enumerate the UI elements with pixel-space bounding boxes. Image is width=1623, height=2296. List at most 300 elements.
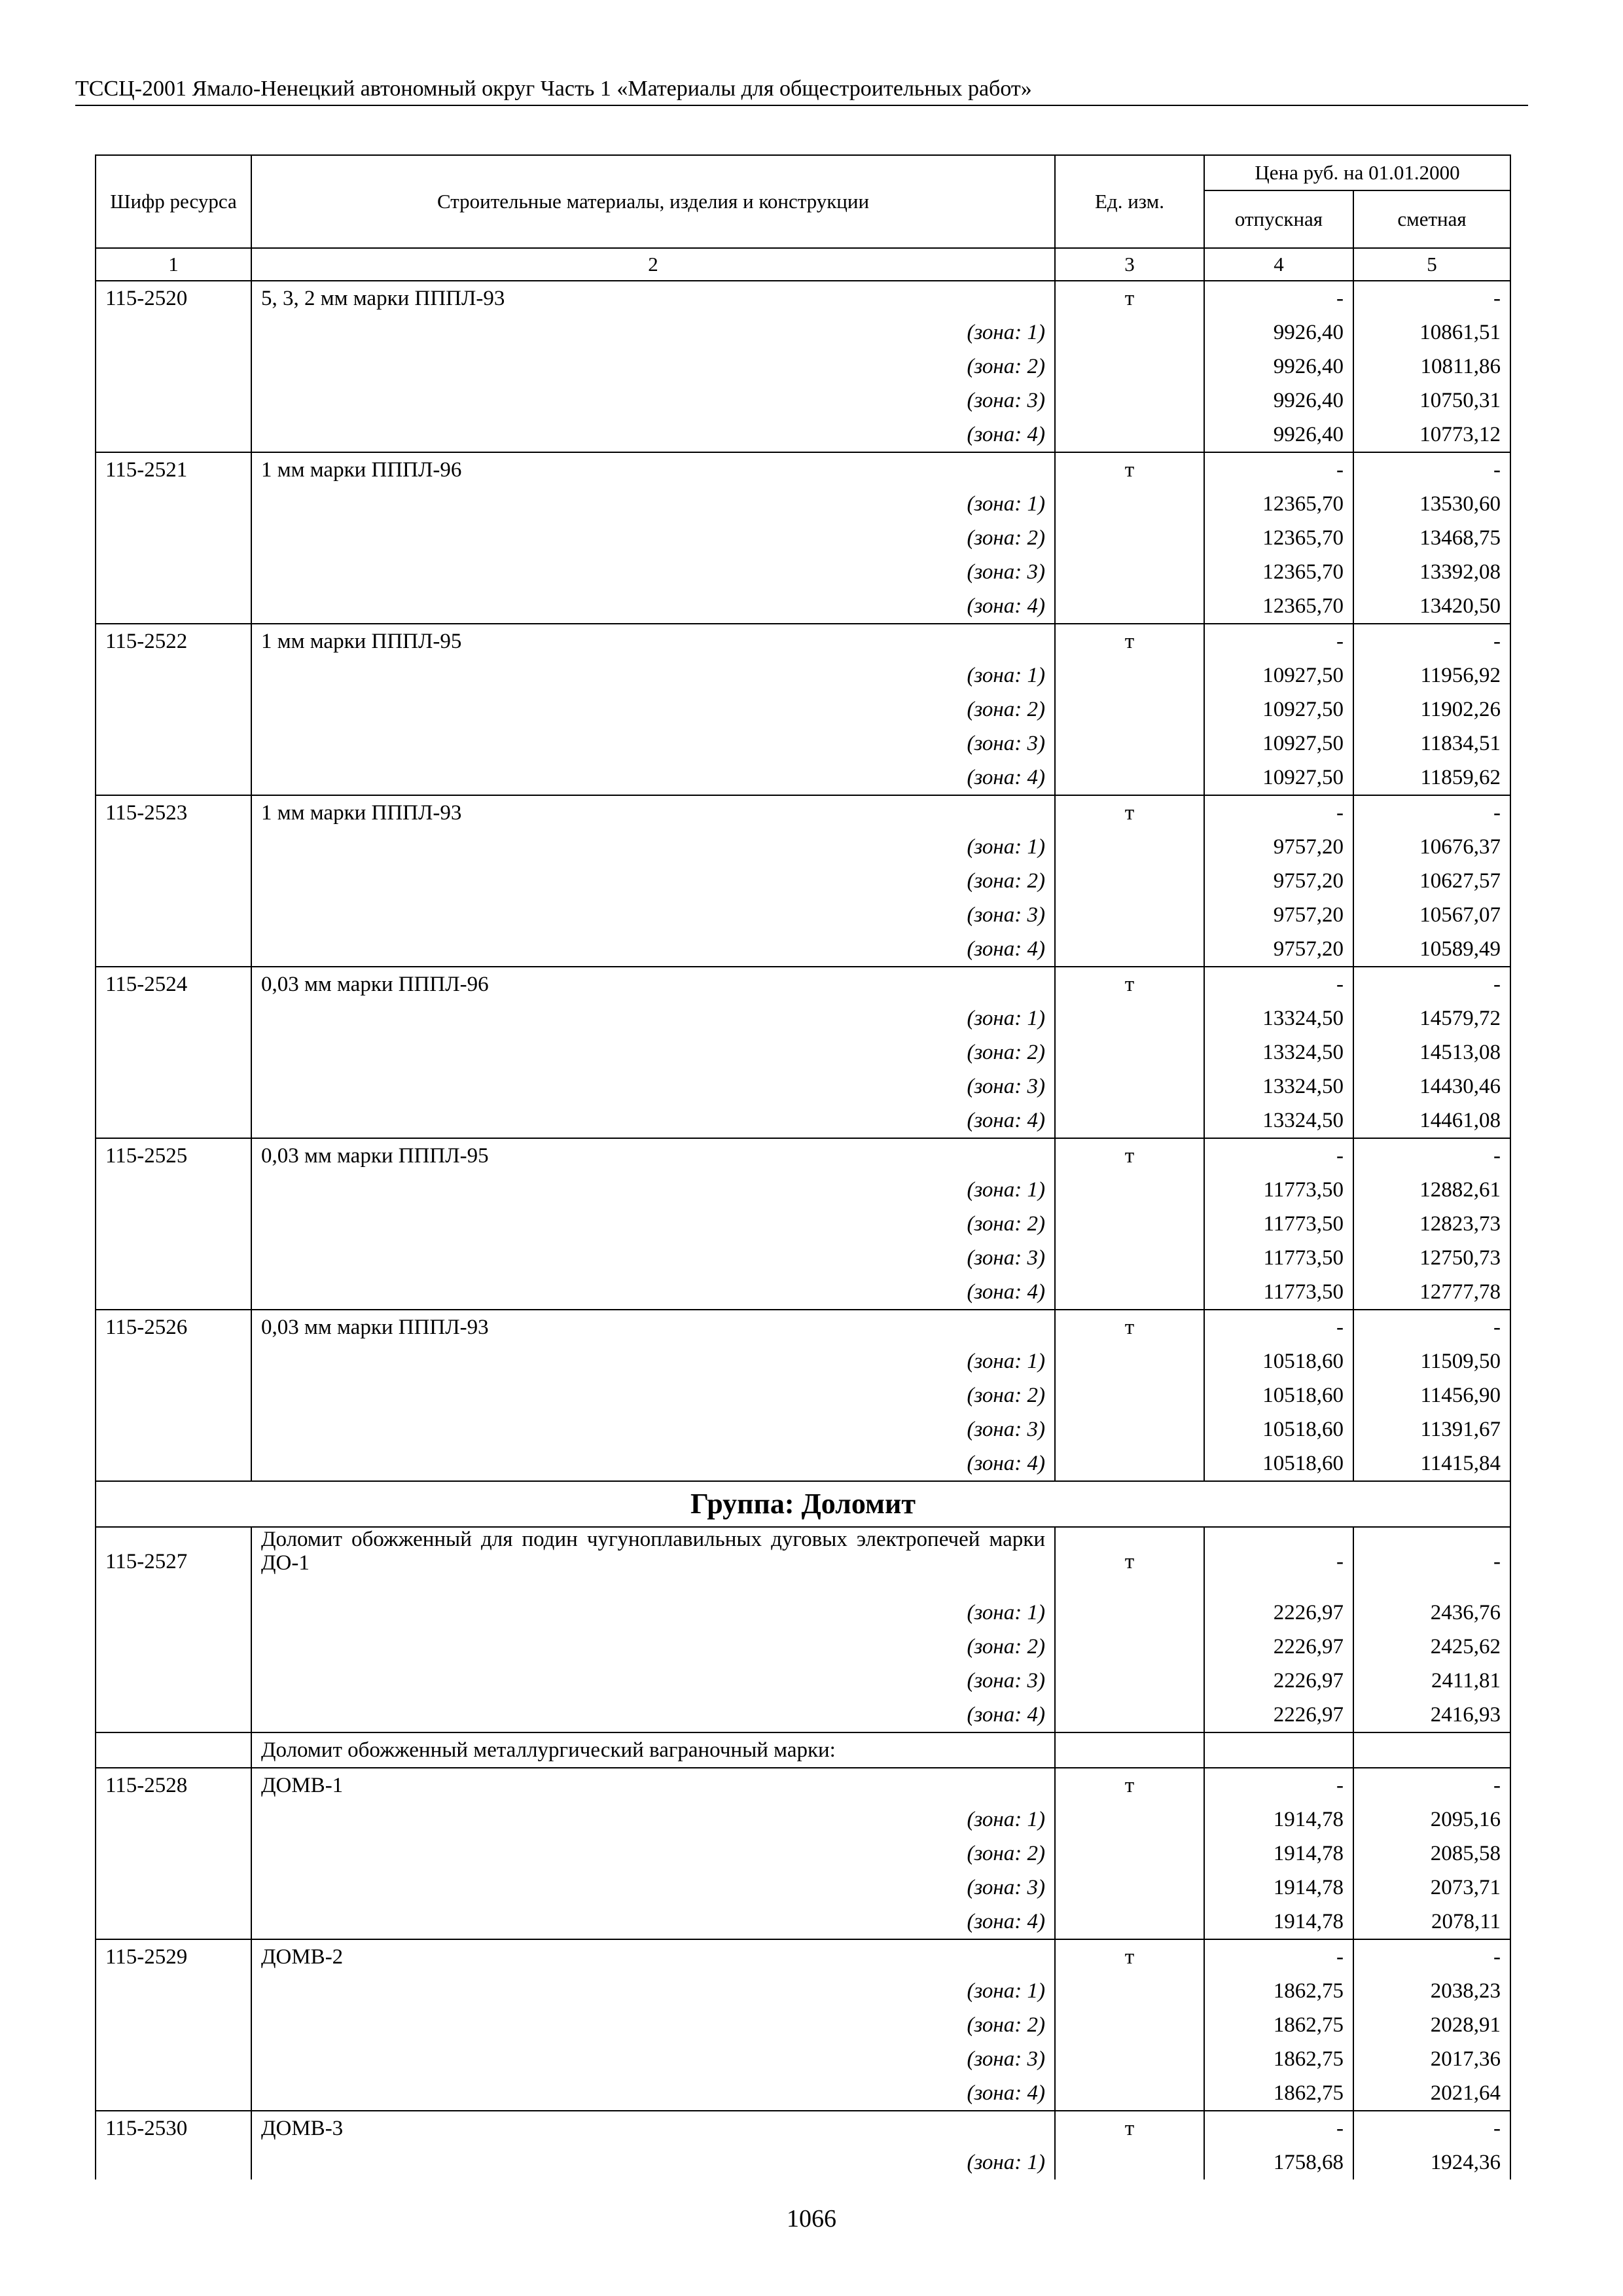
estimate-price: 11509,50: [1353, 1344, 1510, 1378]
zone-label: (зона: 1): [251, 1173, 1055, 1207]
release-price: 9926,40: [1204, 418, 1353, 452]
estimate-price: 11391,67: [1353, 1412, 1510, 1446]
estimate-price: 11956,92: [1353, 658, 1510, 692]
release-price: 12365,70: [1204, 487, 1353, 521]
unit-cell: [1055, 2042, 1204, 2076]
zone-price-row: [96, 418, 1510, 452]
resource-unit: т: [1055, 452, 1204, 487]
resource-name: ДОМВ-2: [251, 1939, 1055, 1974]
zone-price-row: [96, 692, 1510, 726]
zone-label: (зона: 2): [251, 1630, 1055, 1664]
zone-label: (зона: 2): [251, 692, 1055, 726]
zone-label: (зона: 2): [251, 1837, 1055, 1871]
column-header-code: Шифр ресурса: [96, 155, 251, 248]
estimate-price: -: [1353, 1138, 1510, 1173]
resource-name: 1 мм марки ПППЛ-93: [251, 795, 1055, 830]
column-number: 2: [251, 248, 1055, 281]
release-price: -: [1204, 1768, 1353, 1803]
resource-code-cell: [96, 1241, 251, 1275]
estimate-price: -: [1353, 2111, 1510, 2145]
estimate-price: 10750,31: [1353, 384, 1510, 418]
release-price: 9926,40: [1204, 384, 1353, 418]
resource-code-cell: [96, 2076, 251, 2111]
resource-code-cell: [96, 2145, 251, 2179]
release-price: -: [1204, 1310, 1353, 1344]
estimate-price: 11834,51: [1353, 726, 1510, 761]
resource-row: [96, 2111, 1510, 2145]
resource-code-cell: [96, 1698, 251, 1732]
zone-price-row: [96, 1803, 1510, 1837]
release-price: 1914,78: [1204, 1837, 1353, 1871]
resource-code: 115-2529: [96, 1939, 251, 1974]
subgroup-note: Доломит обожженный металлургический ваграночный марки:: [251, 1732, 1055, 1768]
zone-label: (зона: 3): [251, 1871, 1055, 1905]
release-price: 10927,50: [1204, 761, 1353, 795]
resource-code-cell: [96, 350, 251, 384]
estimate-price: 10627,57: [1353, 864, 1510, 898]
resource-name: 0,03 мм марки ПППЛ-95: [251, 1138, 1055, 1173]
zone-price-row: [96, 1596, 1510, 1630]
release-price: 10927,50: [1204, 726, 1353, 761]
subgroup-note-row: [96, 1732, 1510, 1768]
resource-code-cell: [96, 2042, 251, 2076]
release-price: 13324,50: [1204, 1103, 1353, 1138]
price-table-header: [96, 155, 1510, 281]
release-price: 1914,78: [1204, 1871, 1353, 1905]
release-price: -: [1204, 281, 1353, 315]
zone-label: (зона: 3): [251, 555, 1055, 589]
resource-unit: т: [1055, 281, 1204, 315]
zone-price-row: [96, 1344, 1510, 1378]
resource-code-cell: [96, 1630, 251, 1664]
release-price: 2226,97: [1204, 1698, 1353, 1732]
resource-name: 5, 3, 2 мм марки ПППЛ-93: [251, 281, 1055, 315]
zone-price-row: [96, 726, 1510, 761]
zone-price-row: [96, 350, 1510, 384]
resource-unit: т: [1055, 1138, 1204, 1173]
zone-price-row: [96, 1069, 1510, 1103]
estimate-price: 10567,07: [1353, 898, 1510, 932]
unit-cell: [1055, 1035, 1204, 1069]
release-price: 1914,78: [1204, 1905, 1353, 1939]
release-price: 10518,60: [1204, 1378, 1353, 1412]
resource-unit: т: [1055, 624, 1204, 658]
zone-label: (зона: 2): [251, 864, 1055, 898]
resource-code-cell: [96, 761, 251, 795]
zone-label: (зона: 3): [251, 384, 1055, 418]
zone-price-row: [96, 1173, 1510, 1207]
page-number: 1066: [787, 2205, 836, 2233]
resource-code-cell: [96, 2008, 251, 2042]
zone-label: (зона: 2): [251, 1378, 1055, 1412]
release-price: -: [1204, 2111, 1353, 2145]
release-price: 10518,60: [1204, 1412, 1353, 1446]
zone-price-row: [96, 658, 1510, 692]
release-price: 2226,97: [1204, 1664, 1353, 1698]
group-heading: Группа: Доломит: [96, 1481, 1510, 1527]
release-price: 9757,20: [1204, 898, 1353, 932]
resource-row: [96, 967, 1510, 1001]
release-price: -: [1204, 1939, 1353, 1974]
release-price: 1862,75: [1204, 1974, 1353, 2008]
estimate-price: 2436,76: [1353, 1596, 1510, 1630]
estimate-price: -: [1353, 452, 1510, 487]
unit-cell: [1055, 418, 1204, 452]
resource-code-cell: [96, 384, 251, 418]
estimate-price: 2411,81: [1353, 1664, 1510, 1698]
resource-code-cell: [96, 1446, 251, 1481]
unit-cell: [1055, 315, 1204, 350]
zone-label: (зона: 3): [251, 726, 1055, 761]
resource-code-cell: [96, 1207, 251, 1241]
resource-row: [96, 795, 1510, 830]
resource-code-cell: [96, 1275, 251, 1310]
resource-row: [96, 1310, 1510, 1344]
unit-cell: [1055, 1664, 1204, 1698]
column-number-row: [96, 248, 1510, 281]
resource-unit: т: [1055, 1310, 1204, 1344]
column-header-release-price: отпускная: [1204, 190, 1353, 248]
price-table-body: [96, 281, 1510, 2179]
unit-cell: [1055, 350, 1204, 384]
zone-label: (зона: 4): [251, 1698, 1055, 1732]
column-header-name: Строительные материалы, изделия и конструкции: [251, 155, 1055, 248]
release-price: 1758,68: [1204, 2145, 1353, 2179]
estimate-price: 2038,23: [1353, 1974, 1510, 2008]
release-price: 11773,50: [1204, 1173, 1353, 1207]
resource-code-cell: [96, 1905, 251, 1939]
unit-cell: [1055, 692, 1204, 726]
zone-price-row: [96, 898, 1510, 932]
zone-price-row: [96, 2042, 1510, 2076]
zone-label: (зона: 2): [251, 521, 1055, 555]
resource-code-cell: [96, 1412, 251, 1446]
resource-code-cell: [96, 658, 251, 692]
resource-row: [96, 1768, 1510, 1803]
unit-cell: [1055, 384, 1204, 418]
resource-unit: т: [1055, 795, 1204, 830]
resource-code-cell: [96, 1732, 251, 1768]
zone-price-row: [96, 1837, 1510, 1871]
resource-row: [96, 1138, 1510, 1173]
estimate-price: 10773,12: [1353, 418, 1510, 452]
zone-price-row: [96, 555, 1510, 589]
header-divider: [75, 105, 1528, 106]
zone-price-row: [96, 315, 1510, 350]
unit-cell: [1055, 1173, 1204, 1207]
unit-cell: [1055, 1698, 1204, 1732]
release-price: -: [1204, 1138, 1353, 1173]
zone-price-row: [96, 1275, 1510, 1310]
column-number: 5: [1353, 248, 1510, 281]
zone-price-row: [96, 2008, 1510, 2042]
unit-cell: [1055, 1069, 1204, 1103]
estimate-price: 12882,61: [1353, 1173, 1510, 1207]
estimate-price: 2017,36: [1353, 2042, 1510, 2076]
zone-price-row: [96, 1412, 1510, 1446]
column-number: 3: [1055, 248, 1204, 281]
zone-label: (зона: 4): [251, 932, 1055, 967]
zone-price-row: [96, 1974, 1510, 2008]
estimate-price: -: [1353, 1527, 1510, 1596]
resource-code: 115-2524: [96, 967, 251, 1001]
resource-code: 115-2522: [96, 624, 251, 658]
zone-label: (зона: 3): [251, 1664, 1055, 1698]
estimate-price: 2078,11: [1353, 1905, 1510, 1939]
zone-price-row: [96, 1001, 1510, 1035]
resource-row: [96, 452, 1510, 487]
estimate-price: 13468,75: [1353, 521, 1510, 555]
zone-label: (зона: 1): [251, 1344, 1055, 1378]
zone-label: (зона: 3): [251, 1241, 1055, 1275]
estimate-price: -: [1353, 795, 1510, 830]
zone-label: (зона: 2): [251, 1035, 1055, 1069]
resource-code-cell: [96, 726, 251, 761]
release-price: 13324,50: [1204, 1035, 1353, 1069]
zone-label: (зона: 4): [251, 1905, 1055, 1939]
release-price: -: [1204, 1527, 1353, 1596]
zone-price-row: [96, 2145, 1510, 2179]
resource-code-cell: [96, 1173, 251, 1207]
estimate-price: -: [1353, 281, 1510, 315]
unit-cell: [1055, 1871, 1204, 1905]
resource-unit: т: [1055, 2111, 1204, 2145]
resource-code: 115-2530: [96, 2111, 251, 2145]
resource-code-cell: [96, 1103, 251, 1138]
unit-cell: [1055, 830, 1204, 864]
resource-unit: т: [1055, 1939, 1204, 1974]
estimate-price: 13530,60: [1353, 487, 1510, 521]
zone-price-row: [96, 761, 1510, 795]
zone-label: (зона: 3): [251, 898, 1055, 932]
release-price: 9757,20: [1204, 932, 1353, 967]
estimate-price: 14430,46: [1353, 1069, 1510, 1103]
group-heading-row: [96, 1481, 1510, 1527]
resource-name: 1 мм марки ПППЛ-95: [251, 624, 1055, 658]
zone-price-row: [96, 1871, 1510, 1905]
estimate-price: 13392,08: [1353, 555, 1510, 589]
estimate-price: 2021,64: [1353, 2076, 1510, 2111]
estimate-price: 2095,16: [1353, 1803, 1510, 1837]
estimate-price: -: [1353, 624, 1510, 658]
estimate-price: -: [1353, 1939, 1510, 1974]
resource-code-cell: [96, 932, 251, 967]
release-price-cell: [1204, 1732, 1353, 1768]
zone-label: (зона: 1): [251, 658, 1055, 692]
unit-cell: [1055, 1378, 1204, 1412]
unit-cell: [1055, 1001, 1204, 1035]
resource-name: 0,03 мм марки ПППЛ-93: [251, 1310, 1055, 1344]
zone-price-row: [96, 1664, 1510, 1698]
unit-cell: [1055, 726, 1204, 761]
resource-name: 0,03 мм марки ПППЛ-96: [251, 967, 1055, 1001]
resource-code-cell: [96, 692, 251, 726]
release-price: -: [1204, 452, 1353, 487]
unit-cell: [1055, 1207, 1204, 1241]
unit-cell: [1055, 1344, 1204, 1378]
unit-cell: [1055, 658, 1204, 692]
release-price: 1914,78: [1204, 1803, 1353, 1837]
resource-code-cell: [96, 418, 251, 452]
price-table: [95, 154, 1511, 2179]
resource-unit: т: [1055, 1768, 1204, 1803]
zone-price-row: [96, 487, 1510, 521]
zone-price-row: [96, 589, 1510, 624]
resource-row: [96, 624, 1510, 658]
zone-price-row: [96, 1905, 1510, 1939]
column-header-unit: Ед. изм.: [1055, 155, 1204, 248]
unit-cell: [1055, 2145, 1204, 2179]
zone-price-row: [96, 1446, 1510, 1481]
zone-label: (зона: 2): [251, 1207, 1055, 1241]
zone-price-row: [96, 384, 1510, 418]
unit-cell: [1055, 1596, 1204, 1630]
column-header-estimate-price: сметная: [1353, 190, 1510, 248]
zone-price-row: [96, 864, 1510, 898]
unit-cell: [1055, 898, 1204, 932]
zone-price-row: [96, 1241, 1510, 1275]
zone-label: (зона: 2): [251, 350, 1055, 384]
resource-name: ДОМВ-1: [251, 1768, 1055, 1803]
zone-price-row: [96, 932, 1510, 967]
estimate-price: 12777,78: [1353, 1275, 1510, 1310]
release-price: 10927,50: [1204, 692, 1353, 726]
estimate-price: -: [1353, 1310, 1510, 1344]
resource-code: 115-2527: [96, 1527, 251, 1596]
unit-cell: [1055, 487, 1204, 521]
unit-cell: [1055, 1732, 1204, 1768]
zone-label: (зона: 1): [251, 1803, 1055, 1837]
zone-price-row: [96, 830, 1510, 864]
resource-code-cell: [96, 1871, 251, 1905]
zone-label: (зона: 1): [251, 1596, 1055, 1630]
release-price: 13324,50: [1204, 1001, 1353, 1035]
unit-cell: [1055, 864, 1204, 898]
unit-cell: [1055, 1275, 1204, 1310]
estimate-price: 12823,73: [1353, 1207, 1510, 1241]
unit-cell: [1055, 1837, 1204, 1871]
release-price: 11773,50: [1204, 1275, 1353, 1310]
resource-code: 115-2528: [96, 1768, 251, 1803]
resource-code-cell: [96, 1974, 251, 2008]
estimate-price: 11415,84: [1353, 1446, 1510, 1481]
zone-price-row: [96, 1035, 1510, 1069]
unit-cell: [1055, 1974, 1204, 2008]
estimate-price: 2073,71: [1353, 1871, 1510, 1905]
resource-code: 115-2525: [96, 1138, 251, 1173]
release-price: 9757,20: [1204, 830, 1353, 864]
resource-code-cell: [96, 1035, 251, 1069]
resource-code: 115-2526: [96, 1310, 251, 1344]
resource-code-cell: [96, 487, 251, 521]
resource-code: 115-2521: [96, 452, 251, 487]
zone-label: (зона: 1): [251, 830, 1055, 864]
resource-name: Доломит обожженный для подин чугуноплавильных дуговых электропечей марки ДО-1: [251, 1527, 1055, 1596]
resource-unit: т: [1055, 1527, 1204, 1596]
resource-row: [96, 281, 1510, 315]
resource-code-cell: [96, 555, 251, 589]
column-number: 4: [1204, 248, 1353, 281]
resource-code-cell: [96, 1837, 251, 1871]
estimate-price: 2085,58: [1353, 1837, 1510, 1871]
estimate-price: 10811,86: [1353, 350, 1510, 384]
zone-label: (зона: 1): [251, 315, 1055, 350]
estimate-price: 12750,73: [1353, 1241, 1510, 1275]
zone-price-row: [96, 1103, 1510, 1138]
estimate-price: 10589,49: [1353, 932, 1510, 967]
estimate-price: 10861,51: [1353, 315, 1510, 350]
column-number: 1: [96, 248, 251, 281]
estimate-price: 11859,62: [1353, 761, 1510, 795]
zone-label: (зона: 3): [251, 1412, 1055, 1446]
resource-name: 1 мм марки ПППЛ-96: [251, 452, 1055, 487]
zone-label: (зона: 4): [251, 589, 1055, 624]
release-price: 12365,70: [1204, 589, 1353, 624]
zone-label: (зона: 4): [251, 1103, 1055, 1138]
unit-cell: [1055, 2076, 1204, 2111]
resource-code-cell: [96, 898, 251, 932]
release-price: 1862,75: [1204, 2042, 1353, 2076]
column-header-price-group: Цена руб. на 01.01.2000: [1204, 155, 1510, 190]
zone-price-row: [96, 521, 1510, 555]
resource-code-cell: [96, 1596, 251, 1630]
release-price: -: [1204, 967, 1353, 1001]
estimate-price: 13420,50: [1353, 589, 1510, 624]
unit-cell: [1055, 1241, 1204, 1275]
release-price: 9926,40: [1204, 315, 1353, 350]
estimate-price: 14513,08: [1353, 1035, 1510, 1069]
estimate-price: 1924,36: [1353, 2145, 1510, 2179]
resource-code-cell: [96, 589, 251, 624]
zone-label: (зона: 4): [251, 418, 1055, 452]
unit-cell: [1055, 761, 1204, 795]
unit-cell: [1055, 1803, 1204, 1837]
zone-price-row: [96, 1630, 1510, 1664]
estimate-price: 11902,26: [1353, 692, 1510, 726]
release-price: -: [1204, 624, 1353, 658]
estimate-price: 10676,37: [1353, 830, 1510, 864]
estimate-price: 2416,93: [1353, 1698, 1510, 1732]
resource-row: [96, 1939, 1510, 1974]
zone-label: (зона: 3): [251, 1069, 1055, 1103]
zone-label: (зона: 3): [251, 2042, 1055, 2076]
resource-code: 115-2523: [96, 795, 251, 830]
zone-label: (зона: 4): [251, 2076, 1055, 2111]
release-price: 2226,97: [1204, 1596, 1353, 1630]
zone-label: (зона: 2): [251, 2008, 1055, 2042]
release-price: 11773,50: [1204, 1241, 1353, 1275]
unit-cell: [1055, 932, 1204, 967]
zone-price-row: [96, 1378, 1510, 1412]
unit-cell: [1055, 1103, 1204, 1138]
unit-cell: [1055, 1446, 1204, 1481]
zone-price-row: [96, 1698, 1510, 1732]
release-price: 9926,40: [1204, 350, 1353, 384]
release-price: -: [1204, 795, 1353, 830]
resource-code-cell: [96, 1069, 251, 1103]
estimate-price: 14579,72: [1353, 1001, 1510, 1035]
resource-code-cell: [96, 1378, 251, 1412]
resource-code-cell: [96, 864, 251, 898]
running-title: ТССЦ-2001 Ямало-Ненецкий автономный округ Часть 1 «Материалы для общестроительных работ»: [75, 77, 1032, 101]
estimate-price: 2028,91: [1353, 2008, 1510, 2042]
estimate-price: 11456,90: [1353, 1378, 1510, 1412]
zone-price-row: [96, 1207, 1510, 1241]
zone-label: (зона: 1): [251, 487, 1055, 521]
estimate-price: 2425,62: [1353, 1630, 1510, 1664]
resource-code-cell: [96, 315, 251, 350]
resource-code-cell: [96, 830, 251, 864]
